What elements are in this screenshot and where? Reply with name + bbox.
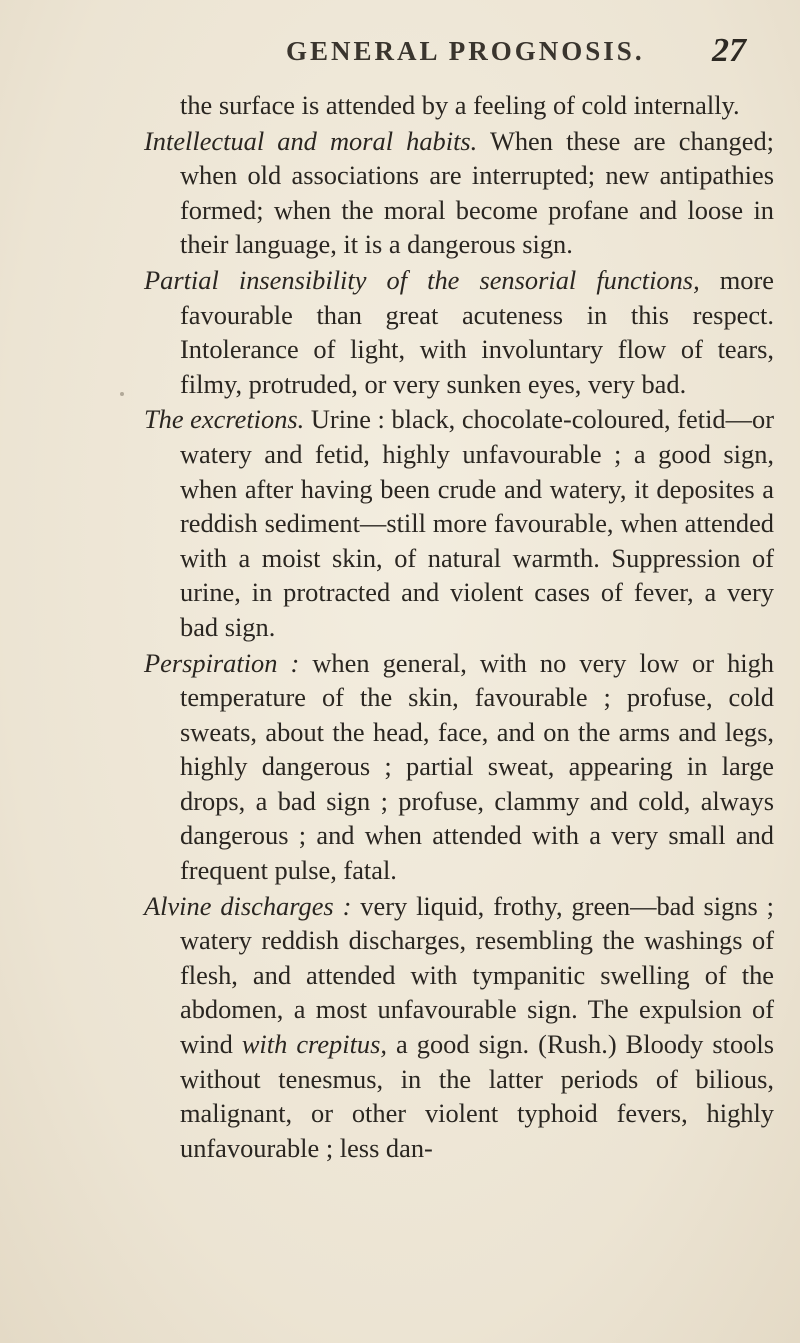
paragraph-alvine-discharges	[144, 889, 774, 1166]
paragraph-perspiration	[144, 646, 774, 888]
paragraph-text: the surface is attended by a feeling of cold internally.	[180, 90, 740, 120]
paragraph-text: when general, with no very low or high temperature of the skin, favourable ; profuse, cold sweats, about the head, face, and on the arms and legs, highly dangerous ; partial sweat, appearing in large drops, a bad sign ; profuse, clammy and cold, always dangerous ; and when attended with a very small and frequent pulse, fatal.	[180, 647, 774, 886]
margin-speck	[120, 392, 124, 396]
paragraph-heading: The excretions.	[144, 404, 305, 435]
page-number: 27	[712, 32, 746, 69]
paragraph-text: When these are changed; when old associations are interrupted; new antipathies formed; when the moral become profane and loose in their language, it is a dangerous sign.	[180, 125, 774, 260]
paragraph-heading: Alvine discharges :	[144, 890, 352, 921]
paragraph-partial-insensibility	[144, 263, 774, 401]
paragraph-text: very liquid, frothy, green—bad signs ; watery reddish discharges, resembling the washings of flesh, and attended with tympanitic swelling of the abdomen, a most unfavourable sign. The expulsion of wind	[180, 890, 774, 1060]
paragraph-intellectual-habits	[144, 124, 774, 262]
paragraph-heading: Intellectual and moral habits.	[144, 125, 478, 156]
running-head: GENERAL PROGNOSIS.	[286, 36, 645, 66]
paragraph-continuation	[144, 88, 774, 123]
italic-phrase: with crepitus,	[241, 1029, 387, 1060]
paragraph-heading: Partial insensibility of the sensorial functions,	[144, 264, 700, 295]
page-header	[0, 32, 800, 76]
paragraph-text-continued: a good sign. (Rush.) Bloody stools without tenesmus, in the latter periods of bilious, malignant, or other violent typhoid fevers, highly unfavourable ; less dan-	[180, 1029, 775, 1163]
paragraph-text: more favourable than great acuteness in this respect. Intolerance of light, with involuntary flow of tears, filmy, protruded, or very sunken eyes, very bad.	[180, 264, 775, 399]
paragraph-excretions	[144, 402, 774, 644]
body-text	[144, 88, 774, 1165]
paragraph-heading: Perspiration :	[144, 647, 300, 678]
paragraph-text: Urine : black, chocolate-coloured, fetid—or watery and fetid, highly unfavourable ; a good sign, when after having been crude and watery, it deposites a reddish sediment—still more favourable, when attended with a moist skin, of natural warmth. Suppression of urine, in protracted and violent cases of fever, a very bad sign.	[180, 404, 774, 642]
